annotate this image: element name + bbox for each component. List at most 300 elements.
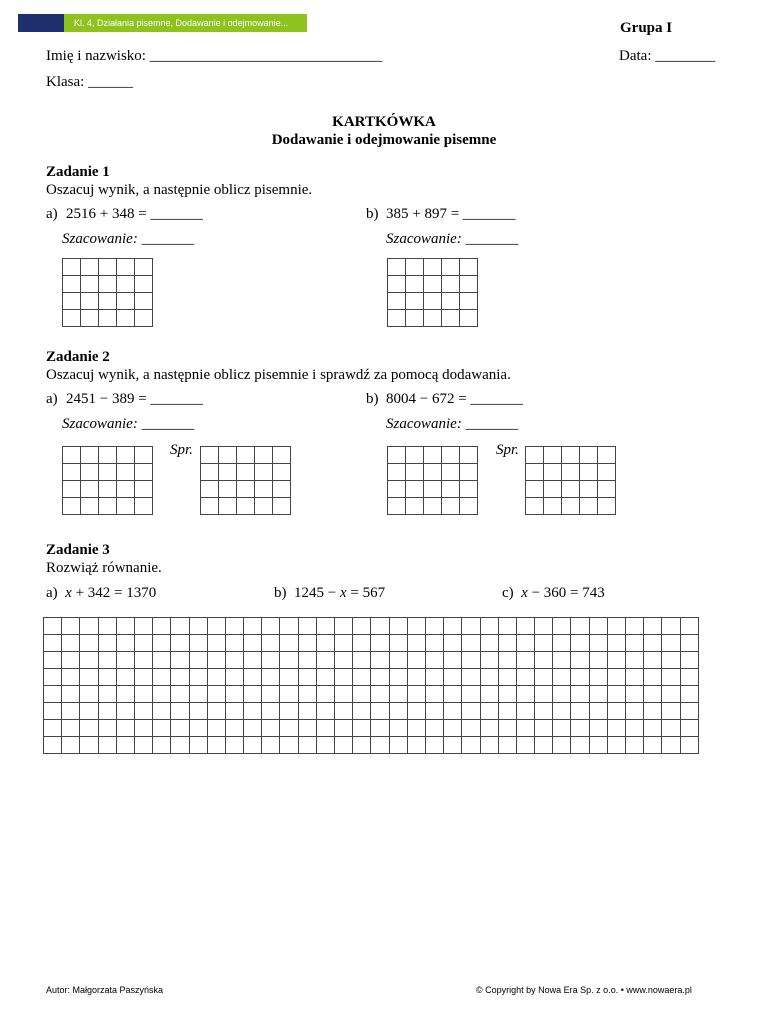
grid-cell[interactable] [608, 669, 626, 686]
grid-cell[interactable] [590, 686, 608, 703]
grid-cell[interactable] [553, 737, 571, 754]
grid-cell[interactable] [571, 635, 589, 652]
grid-cell[interactable] [681, 686, 699, 703]
grid-cell[interactable] [153, 635, 171, 652]
grid-cell[interactable] [208, 618, 226, 635]
grid-cell[interactable] [388, 498, 406, 515]
grid-cell[interactable] [517, 635, 535, 652]
grid-cell[interactable] [63, 276, 81, 293]
grid-cell[interactable] [535, 703, 553, 720]
grid-cell[interactable] [81, 276, 99, 293]
grid-cell[interactable] [99, 720, 117, 737]
grid-cell[interactable] [681, 720, 699, 737]
grid-cell[interactable] [190, 669, 208, 686]
grid-cell[interactable] [135, 720, 153, 737]
grid-cell[interactable] [255, 447, 273, 464]
grid-cell[interactable] [335, 737, 353, 754]
grid-cell[interactable] [99, 464, 117, 481]
grid-cell[interactable] [262, 652, 280, 669]
grid-cell[interactable] [335, 703, 353, 720]
grid-cell[interactable] [580, 498, 598, 515]
grid-cell[interactable] [371, 720, 389, 737]
grid-cell[interactable] [81, 310, 99, 327]
grid-cell[interactable] [244, 703, 262, 720]
grid-cell[interactable] [244, 686, 262, 703]
grid-cell[interactable] [644, 737, 662, 754]
grid-cell[interactable] [44, 669, 62, 686]
grid-cell[interactable] [201, 464, 219, 481]
grid-cell[interactable] [662, 635, 680, 652]
grid-cell[interactable] [444, 686, 462, 703]
grid-cell[interactable] [117, 669, 135, 686]
grid-cell[interactable] [44, 737, 62, 754]
grid-cell[interactable] [171, 686, 189, 703]
grid-cell[interactable] [526, 464, 544, 481]
grid-cell[interactable] [153, 720, 171, 737]
grid-cell[interactable] [408, 720, 426, 737]
grid-cell[interactable] [299, 669, 317, 686]
grid-cell[interactable] [171, 618, 189, 635]
grid-cell[interactable] [62, 686, 80, 703]
grid-cell[interactable] [63, 293, 81, 310]
grid-cell[interactable] [99, 703, 117, 720]
grid-cell[interactable] [237, 464, 255, 481]
grid-cell[interactable] [608, 703, 626, 720]
grid-cell[interactable] [598, 498, 616, 515]
grid-cell[interactable] [353, 686, 371, 703]
grid-cell[interactable] [80, 703, 98, 720]
grid-cell[interactable] [244, 618, 262, 635]
grid-cell[interactable] [80, 652, 98, 669]
grid-cell[interactable] [442, 447, 460, 464]
grid-cell[interactable] [353, 635, 371, 652]
grid-cell[interactable] [580, 464, 598, 481]
grid-cell[interactable] [80, 669, 98, 686]
grid-cell[interactable] [135, 481, 153, 498]
grid-cell[interactable] [255, 498, 273, 515]
grid-cell[interactable] [462, 703, 480, 720]
grid-cell[interactable] [335, 669, 353, 686]
grid-cell[interactable] [544, 464, 562, 481]
grid-cell[interactable] [544, 498, 562, 515]
grid-cell[interactable] [662, 686, 680, 703]
grid-cell[interactable] [388, 464, 406, 481]
grid-cell[interactable] [99, 481, 117, 498]
grid-cell[interactable] [80, 686, 98, 703]
grid-cell[interactable] [571, 669, 589, 686]
grid-cell[interactable] [388, 276, 406, 293]
grid-cell[interactable] [662, 737, 680, 754]
grid-cell[interactable] [553, 652, 571, 669]
task2-a-grid[interactable] [62, 446, 153, 515]
grid-cell[interactable] [426, 737, 444, 754]
grid-cell[interactable] [462, 720, 480, 737]
grid-cell[interactable] [63, 498, 81, 515]
grid-cell[interactable] [598, 464, 616, 481]
grid-cell[interactable] [388, 447, 406, 464]
grid-cell[interactable] [644, 669, 662, 686]
grid-cell[interactable] [608, 618, 626, 635]
grid-cell[interactable] [201, 447, 219, 464]
grid-cell[interactable] [317, 686, 335, 703]
grid-cell[interactable] [444, 618, 462, 635]
grid-cell[interactable] [442, 293, 460, 310]
grid-cell[interactable] [117, 686, 135, 703]
grid-cell[interactable] [135, 310, 153, 327]
grid-cell[interactable] [255, 481, 273, 498]
grid-cell[interactable] [299, 618, 317, 635]
grid-cell[interactable] [590, 635, 608, 652]
grid-cell[interactable] [317, 737, 335, 754]
grid-cell[interactable] [62, 737, 80, 754]
grid-cell[interactable] [153, 652, 171, 669]
grid-cell[interactable] [299, 720, 317, 737]
grid-cell[interactable] [317, 669, 335, 686]
grid-cell[interactable] [553, 686, 571, 703]
grid-cell[interactable] [553, 635, 571, 652]
grid-cell[interactable] [335, 652, 353, 669]
grid-cell[interactable] [626, 703, 644, 720]
grid-cell[interactable] [117, 259, 135, 276]
grid-cell[interactable] [135, 669, 153, 686]
grid-cell[interactable] [117, 481, 135, 498]
grid-cell[interactable] [408, 618, 426, 635]
grid-cell[interactable] [371, 737, 389, 754]
task3-grid[interactable] [43, 617, 699, 754]
grid-cell[interactable] [562, 498, 580, 515]
grid-cell[interactable] [517, 703, 535, 720]
grid-cell[interactable] [63, 464, 81, 481]
grid-cell[interactable] [662, 618, 680, 635]
grid-cell[interactable] [462, 669, 480, 686]
grid-cell[interactable] [99, 447, 117, 464]
grid-cell[interactable] [317, 703, 335, 720]
grid-cell[interactable] [499, 652, 517, 669]
grid-cell[interactable] [442, 498, 460, 515]
grid-cell[interactable] [608, 686, 626, 703]
grid-cell[interactable] [517, 669, 535, 686]
grid-cell[interactable] [424, 498, 442, 515]
grid-cell[interactable] [390, 618, 408, 635]
grid-cell[interactable] [644, 686, 662, 703]
grid-cell[interactable] [62, 720, 80, 737]
grid-cell[interactable] [135, 635, 153, 652]
grid-cell[interactable] [280, 669, 298, 686]
grid-cell[interactable] [626, 618, 644, 635]
grid-cell[interactable] [517, 618, 535, 635]
grid-cell[interactable] [426, 703, 444, 720]
grid-cell[interactable] [571, 737, 589, 754]
grid-cell[interactable] [535, 686, 553, 703]
grid-cell[interactable] [406, 310, 424, 327]
grid-cell[interactable] [444, 703, 462, 720]
grid-cell[interactable] [273, 464, 291, 481]
task2-b-grid[interactable] [387, 446, 478, 515]
grid-cell[interactable] [390, 737, 408, 754]
grid-cell[interactable] [626, 720, 644, 737]
grid-cell[interactable] [262, 635, 280, 652]
grid-cell[interactable] [406, 481, 424, 498]
grid-cell[interactable] [388, 293, 406, 310]
grid-cell[interactable] [80, 737, 98, 754]
grid-cell[interactable] [219, 447, 237, 464]
grid-cell[interactable] [426, 635, 444, 652]
grid-cell[interactable] [81, 498, 99, 515]
grid-cell[interactable] [44, 720, 62, 737]
grid-cell[interactable] [99, 635, 117, 652]
grid-cell[interactable] [262, 686, 280, 703]
grid-cell[interactable] [408, 635, 426, 652]
grid-cell[interactable] [608, 652, 626, 669]
grid-cell[interactable] [406, 293, 424, 310]
grid-cell[interactable] [626, 669, 644, 686]
grid-cell[interactable] [426, 686, 444, 703]
grid-cell[interactable] [219, 498, 237, 515]
grid-cell[interactable] [426, 669, 444, 686]
grid-cell[interactable] [244, 669, 262, 686]
grid-cell[interactable] [424, 276, 442, 293]
grid-cell[interactable] [390, 635, 408, 652]
grid-cell[interactable] [608, 635, 626, 652]
grid-cell[interactable] [571, 703, 589, 720]
grid-cell[interactable] [117, 310, 135, 327]
grid-cell[interactable] [371, 652, 389, 669]
grid-cell[interactable] [190, 652, 208, 669]
grid-cell[interactable] [280, 618, 298, 635]
grid-cell[interactable] [462, 737, 480, 754]
grid-cell[interactable] [444, 652, 462, 669]
grid-cell[interactable] [444, 635, 462, 652]
grid-cell[interactable] [590, 618, 608, 635]
grid-cell[interactable] [390, 652, 408, 669]
grid-cell[interactable] [190, 618, 208, 635]
grid-cell[interactable] [99, 652, 117, 669]
grid-cell[interactable] [481, 737, 499, 754]
grid-cell[interactable] [406, 259, 424, 276]
grid-cell[interactable] [117, 276, 135, 293]
task2-a-check-grid[interactable] [200, 446, 291, 515]
grid-cell[interactable] [280, 703, 298, 720]
grid-cell[interactable] [81, 447, 99, 464]
grid-cell[interactable] [442, 276, 460, 293]
grid-cell[interactable] [171, 669, 189, 686]
grid-cell[interactable] [99, 618, 117, 635]
grid-cell[interactable] [117, 737, 135, 754]
grid-cell[interactable] [244, 652, 262, 669]
grid-cell[interactable] [299, 737, 317, 754]
grid-cell[interactable] [63, 481, 81, 498]
grid-cell[interactable] [135, 618, 153, 635]
grid-cell[interactable] [424, 464, 442, 481]
grid-cell[interactable] [208, 720, 226, 737]
grid-cell[interactable] [444, 737, 462, 754]
grid-cell[interactable] [390, 703, 408, 720]
grid-cell[interactable] [171, 635, 189, 652]
grid-cell[interactable] [598, 447, 616, 464]
grid-cell[interactable] [262, 737, 280, 754]
grid-cell[interactable] [117, 618, 135, 635]
grid-cell[interactable] [208, 737, 226, 754]
grid-cell[interactable] [481, 686, 499, 703]
grid-cell[interactable] [535, 669, 553, 686]
grid-cell[interactable] [219, 464, 237, 481]
grid-cell[interactable] [462, 686, 480, 703]
grid-cell[interactable] [608, 720, 626, 737]
grid-cell[interactable] [353, 703, 371, 720]
grid-cell[interactable] [424, 481, 442, 498]
grid-cell[interactable] [219, 481, 237, 498]
grid-cell[interactable] [553, 720, 571, 737]
grid-cell[interactable] [135, 703, 153, 720]
grid-cell[interactable] [371, 635, 389, 652]
grid-cell[interactable] [424, 310, 442, 327]
grid-cell[interactable] [262, 720, 280, 737]
grid-cell[interactable] [273, 498, 291, 515]
grid-cell[interactable] [526, 498, 544, 515]
grid-cell[interactable] [190, 635, 208, 652]
grid-cell[interactable] [44, 635, 62, 652]
grid-cell[interactable] [226, 686, 244, 703]
grid-cell[interactable] [390, 686, 408, 703]
grid-cell[interactable] [535, 635, 553, 652]
grid-cell[interactable] [526, 447, 544, 464]
grid-cell[interactable] [662, 703, 680, 720]
grid-cell[interactable] [80, 720, 98, 737]
grid-cell[interactable] [353, 669, 371, 686]
grid-cell[interactable] [171, 720, 189, 737]
grid-cell[interactable] [226, 669, 244, 686]
grid-cell[interactable] [644, 720, 662, 737]
grid-cell[interactable] [499, 703, 517, 720]
grid-cell[interactable] [99, 737, 117, 754]
grid-cell[interactable] [80, 618, 98, 635]
grid-cell[interactable] [63, 310, 81, 327]
grid-cell[interactable] [208, 652, 226, 669]
grid-cell[interactable] [681, 737, 699, 754]
grid-cell[interactable] [460, 276, 478, 293]
grid-cell[interactable] [462, 635, 480, 652]
grid-cell[interactable] [406, 447, 424, 464]
grid-cell[interactable] [562, 464, 580, 481]
grid-cell[interactable] [535, 737, 553, 754]
grid-cell[interactable] [190, 703, 208, 720]
grid-cell[interactable] [481, 618, 499, 635]
grid-cell[interactable] [117, 464, 135, 481]
grid-cell[interactable] [299, 652, 317, 669]
grid-cell[interactable] [644, 703, 662, 720]
grid-cell[interactable] [580, 481, 598, 498]
grid-cell[interactable] [644, 635, 662, 652]
grid-cell[interactable] [408, 686, 426, 703]
grid-cell[interactable] [408, 669, 426, 686]
grid-cell[interactable] [262, 669, 280, 686]
grid-cell[interactable] [353, 618, 371, 635]
grid-cell[interactable] [208, 686, 226, 703]
grid-cell[interactable] [63, 259, 81, 276]
grid-cell[interactable] [117, 635, 135, 652]
grid-cell[interactable] [153, 703, 171, 720]
grid-cell[interactable] [226, 703, 244, 720]
grid-cell[interactable] [62, 635, 80, 652]
grid-cell[interactable] [171, 737, 189, 754]
grid-cell[interactable] [626, 652, 644, 669]
grid-cell[interactable] [135, 652, 153, 669]
grid-cell[interactable] [544, 447, 562, 464]
grid-cell[interactable] [273, 447, 291, 464]
grid-cell[interactable] [517, 686, 535, 703]
grid-cell[interactable] [444, 720, 462, 737]
grid-cell[interactable] [208, 703, 226, 720]
grid-cell[interactable] [388, 310, 406, 327]
grid-cell[interactable] [201, 498, 219, 515]
grid-cell[interactable] [99, 669, 117, 686]
grid-cell[interactable] [406, 498, 424, 515]
grid-cell[interactable] [544, 481, 562, 498]
grid-cell[interactable] [681, 618, 699, 635]
grid-cell[interactable] [190, 686, 208, 703]
grid-cell[interactable] [335, 635, 353, 652]
task1-a-grid[interactable] [62, 258, 153, 327]
grid-cell[interactable] [371, 618, 389, 635]
grid-cell[interactable] [299, 686, 317, 703]
grid-cell[interactable] [62, 669, 80, 686]
grid-cell[interactable] [644, 652, 662, 669]
grid-cell[interactable] [562, 481, 580, 498]
grid-cell[interactable] [81, 464, 99, 481]
grid-cell[interactable] [44, 652, 62, 669]
grid-cell[interactable] [481, 703, 499, 720]
grid-cell[interactable] [255, 464, 273, 481]
grid-cell[interactable] [81, 481, 99, 498]
grid-cell[interactable] [273, 481, 291, 498]
grid-cell[interactable] [442, 481, 460, 498]
grid-cell[interactable] [226, 635, 244, 652]
grid-cell[interactable] [226, 618, 244, 635]
grid-cell[interactable] [499, 635, 517, 652]
grid-cell[interactable] [208, 635, 226, 652]
grid-cell[interactable] [517, 652, 535, 669]
grid-cell[interactable] [353, 652, 371, 669]
grid-cell[interactable] [590, 669, 608, 686]
grid-cell[interactable] [153, 669, 171, 686]
grid-cell[interactable] [662, 720, 680, 737]
grid-cell[interactable] [317, 720, 335, 737]
grid-cell[interactable] [299, 635, 317, 652]
grid-cell[interactable] [408, 703, 426, 720]
grid-cell[interactable] [580, 447, 598, 464]
grid-cell[interactable] [99, 276, 117, 293]
grid-cell[interactable] [117, 447, 135, 464]
grid-cell[interactable] [481, 720, 499, 737]
grid-cell[interactable] [681, 669, 699, 686]
grid-cell[interactable] [371, 686, 389, 703]
grid-cell[interactable] [317, 635, 335, 652]
grid-cell[interactable] [135, 259, 153, 276]
grid-cell[interactable] [444, 669, 462, 686]
grid-cell[interactable] [499, 669, 517, 686]
grid-cell[interactable] [571, 686, 589, 703]
grid-cell[interactable] [371, 669, 389, 686]
grid-cell[interactable] [371, 703, 389, 720]
grid-cell[interactable] [681, 635, 699, 652]
grid-cell[interactable] [426, 720, 444, 737]
grid-cell[interactable] [237, 447, 255, 464]
grid-cell[interactable] [135, 276, 153, 293]
grid-cell[interactable] [171, 703, 189, 720]
grid-cell[interactable] [280, 686, 298, 703]
grid-cell[interactable] [117, 703, 135, 720]
grid-cell[interactable] [517, 737, 535, 754]
